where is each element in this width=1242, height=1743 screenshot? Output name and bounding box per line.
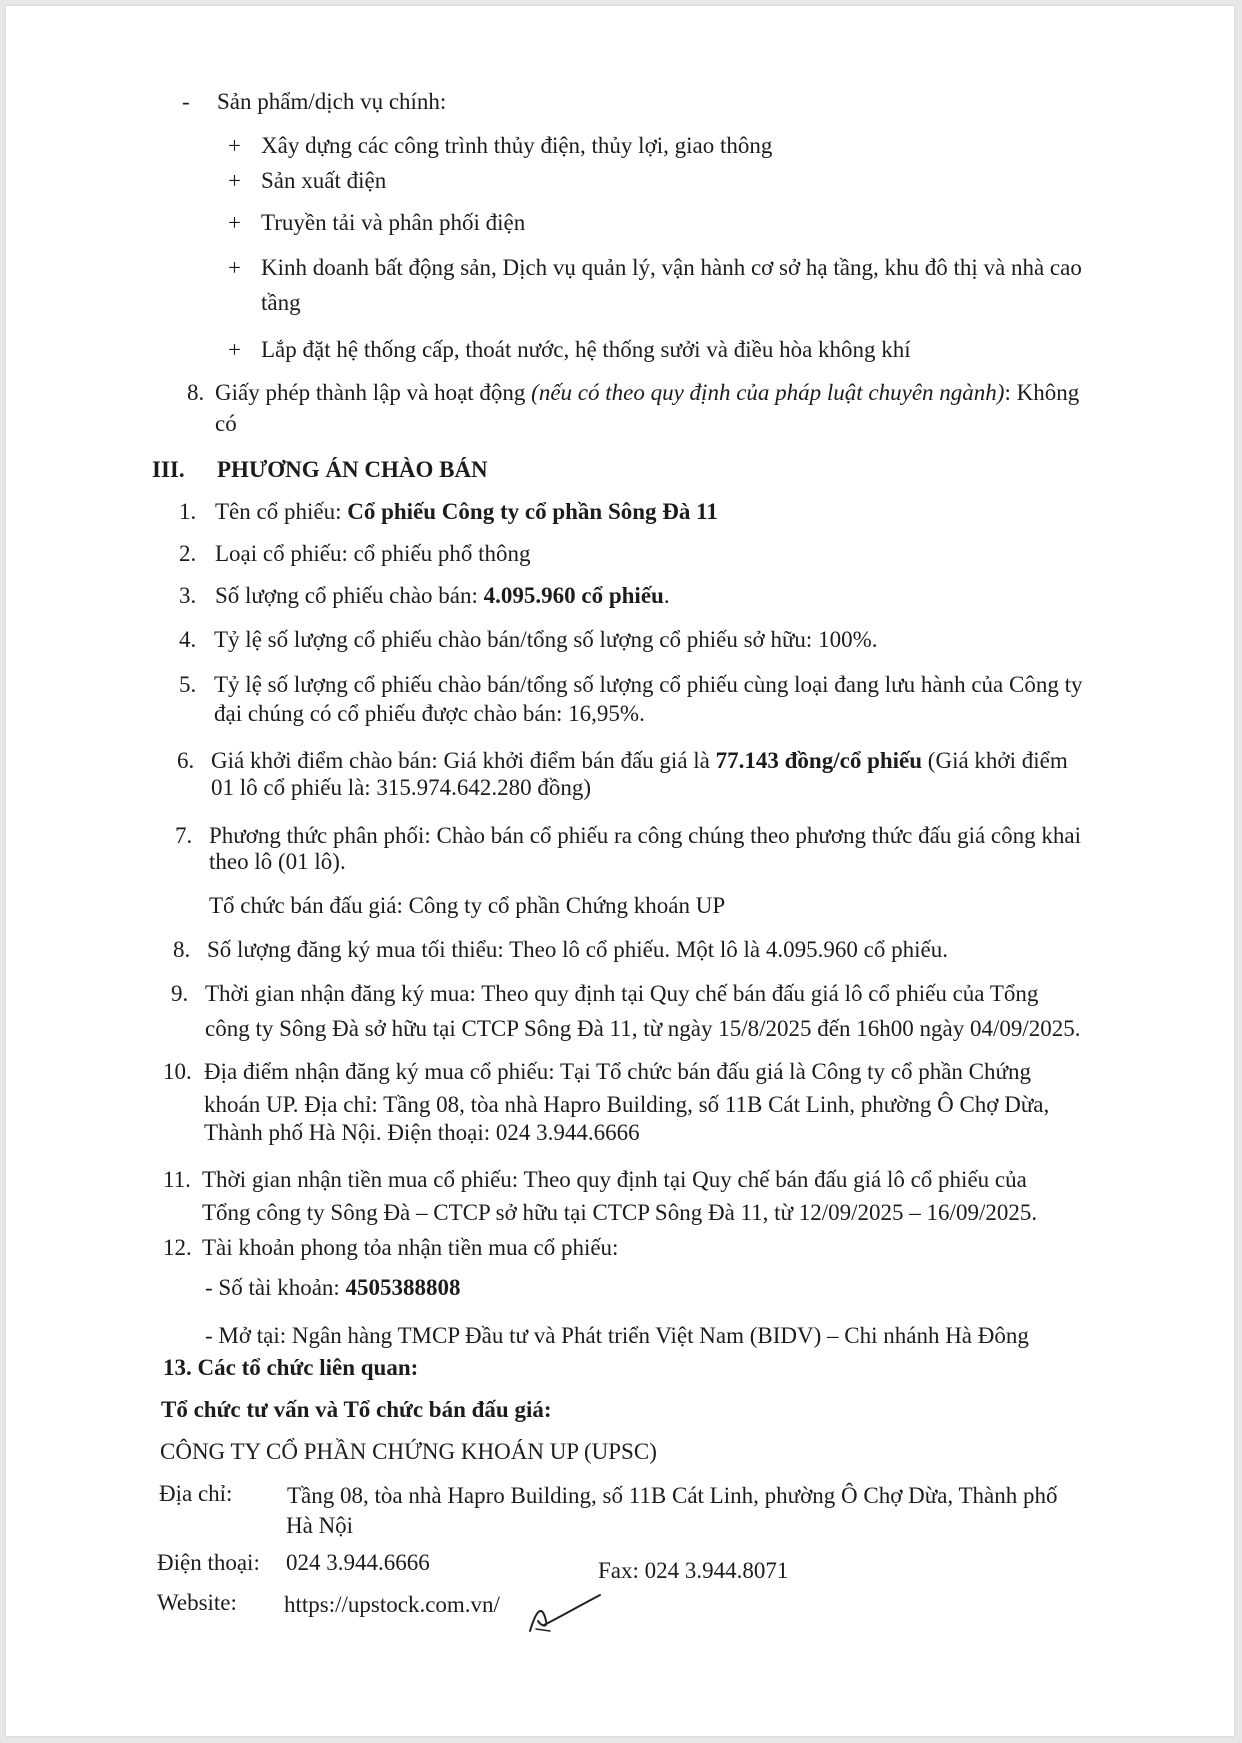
item-number: 5. [179,672,197,697]
item-number: 11. [163,1167,191,1192]
bank-name: - Mở tại: Ngân hàng TMCP Đầu tư và Phát triển Việt Nam (BIDV) – Chi nhánh Hà Đông [205,1323,1029,1348]
plus-bullet: + [228,133,241,158]
offer-quantity-value: 4.095.960 cổ phiếu [483,583,664,608]
item-number: 7. [175,823,193,848]
phone-value: 024 3.944.6666 [286,1550,430,1575]
product-item: Xây dựng các công trình thủy điện, thủy lợi, giao thông [261,133,773,158]
item-number: 12. [163,1235,192,1260]
lot-price: 01 lô cổ phiếu là: 315.974.642.280 đồng) [211,775,592,800]
ownership-ratio: Tỷ lệ số lượng cổ phiếu chào bán/tổng số lượng cổ phiếu sở hữu: 100%. [214,627,878,652]
offer-quantity-label: Số lượng cổ phiếu chào bán: [215,583,484,608]
registration-place-cont: Thành phố Hà Nội. Điện thoại: 024 3.944.6666 [204,1120,640,1145]
license-answer: : Không [1004,380,1080,405]
item-number: 8. [187,380,205,405]
address-value: Tầng 08, tòa nhà Hapro Building, số 11B Cát Linh, phường Ô Chợ Dừa, Thành phố [287,1483,1058,1508]
starting-price-line [211,747,1068,774]
registration-time: Thời gian nhận đăng ký mua: Theo quy định tại Quy chế bán đấu giá lô cổ phiếu của Tổng [205,981,1039,1006]
plus-bullet: + [228,210,241,235]
phone-label: Điện thoại: [157,1550,260,1575]
account-number-label: - Số tài khoản: [205,1275,346,1300]
distribution-method: Phương thức phân phối: Chào bán cổ phiếu ra công chúng theo phương thức đấu giá công khai [209,823,1081,848]
advisor-heading: Tổ chức tư vấn và Tổ chức bán đấu giá: [161,1397,552,1422]
product-item: Sản xuất điện [261,168,387,193]
outstanding-ratio: Tỷ lệ số lượng cổ phiếu chào bán/tổng số lượng cổ phiếu cùng loại đang lưu hành của Công ty [214,672,1083,697]
starting-price-value: 77.143 đồng/cổ phiếu [715,748,923,773]
distribution-method-cont: theo lô (01 lô). [209,849,346,874]
item-number: 6. [177,748,195,773]
min-registration: Số lượng đăng ký mua tối thiểu: Theo lô cổ phiếu. Một lô là 4.095.960 cổ phiếu. [207,937,948,962]
company-name: CÔNG TY CỔ PHẦN CHỨNG KHOÁN UP (UPSC) [160,1439,657,1464]
stock-name-label: Tên cổ phiếu: [215,499,348,524]
products-heading: Sản phẩm/dịch vụ chính: [217,89,447,114]
plus-bullet: + [228,255,241,280]
address-value-cont: Hà Nội [286,1513,354,1538]
registration-place-cont: khoán UP. Địa chỉ: Tầng 08, tòa nhà Hapro Building, số 11B Cát Linh, phường Ô Chợ Dừa, [204,1092,1050,1117]
product-item-cont: tầng [261,290,301,315]
registration-time-cont: công ty Sông Đà sở hữu tại CTCP Sông Đà 11, từ ngày 15/8/2025 đến 16h00 ngày 04/09/2025. [205,1016,1081,1041]
item-number: 3. [179,583,197,608]
signature-initials-icon [526,1591,606,1636]
stock-name-value: Cổ phiếu Công ty cổ phần Sông Đà 11 [347,499,718,524]
address-label: Địa chỉ: [159,1481,233,1506]
related-orgs-heading: 13. Các tổ chức liên quan: [163,1355,419,1380]
escrow-account-heading: Tài khoản phong tỏa nhận tiền mua cổ phiếu: [202,1235,619,1260]
payment-time: Thời gian nhận tiền mua cổ phiếu: Theo quy định tại Quy chế bán đấu giá lô cổ phiếu của [202,1167,1027,1192]
license-line [215,379,1079,406]
website-label: Website: [157,1590,237,1615]
stock-name-line [215,498,718,525]
product-item: Truyền tải và phân phối điện [261,210,526,235]
item-number: 9. [171,981,189,1006]
registration-place: Địa điểm nhận đăng ký mua cổ phiếu: Tại Tổ chức bán đấu giá là Công ty cổ phần Chứng [204,1059,1031,1084]
item-number: 1. [179,499,197,524]
payment-time-cont: Tổng công ty Sông Đà – CTCP sở hữu tại CTCP Sông Đà 11, từ 12/09/2025 – 16/09/2025. [202,1200,1038,1225]
fax-value: Fax: 024 3.944.8071 [598,1558,789,1583]
account-number-line [205,1274,461,1301]
license-italic: (nếu có theo quy định của pháp luật chuyên ngành) [531,380,1005,405]
license-line-cont: có [215,411,237,436]
license-text: Giấy phép thành lập và hoạt động [215,380,532,405]
product-item: Kinh doanh bất động sản, Dịch vụ quản lý, vận hành cơ sở hạ tầng, khu đô thị và nhà cao [261,255,1082,280]
plus-bullet: + [228,168,241,193]
item-number: 10. [163,1059,192,1084]
starting-price-note: (Giá khởi điểm [922,748,1068,773]
section-title: PHƯƠNG ÁN CHÀO BÁN [217,457,488,482]
product-item: Lắp đặt hệ thống cấp, thoát nước, hệ thống sưởi và điều hòa không khí [261,337,911,362]
stock-type: Loại cổ phiếu: cổ phiếu phổ thông [215,541,531,566]
plus-bullet: + [228,337,241,362]
item-number: 2. [179,541,197,566]
outstanding-ratio-cont: đại chúng có cổ phiếu được chào bán: 16,95%. [214,701,645,726]
item-number: 4. [179,627,197,652]
section-roman: III. [152,457,185,482]
item-number: 8. [173,937,191,962]
offer-quantity-line [215,582,670,609]
period: . [663,583,670,608]
account-number-value: 4505388808 [345,1275,461,1300]
document-page [6,6,1234,1736]
dash-bullet: - [182,89,190,114]
website-link[interactable]: https://upstock.com.vn/ [284,1592,500,1617]
starting-price-label: Giá khởi điểm chào bán: Giá khởi điểm bán đấu giá là [211,748,716,773]
auction-organizer: Tổ chức bán đấu giá: Công ty cổ phần Chứng khoán UP [209,893,726,918]
